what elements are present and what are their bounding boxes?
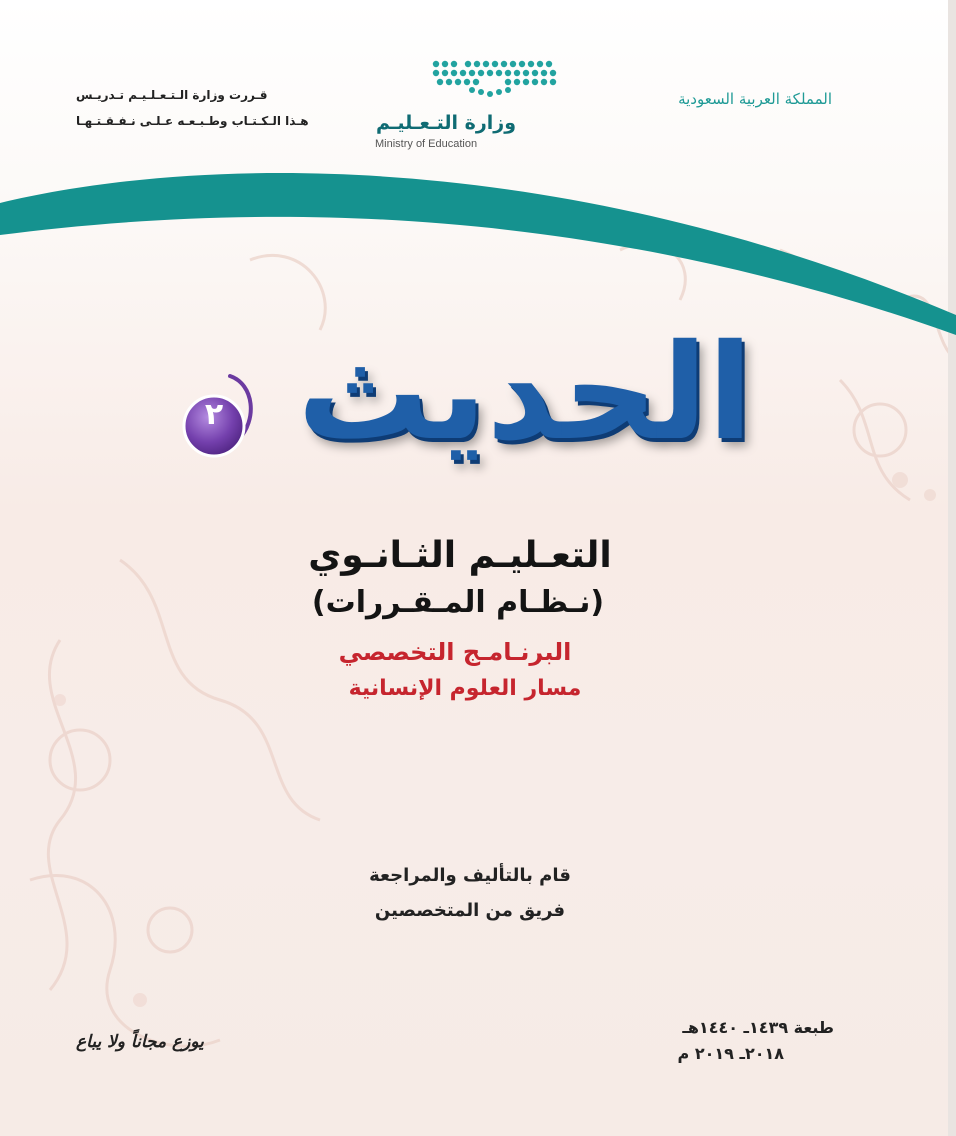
book-title: الحديث [297, 316, 753, 470]
course-system: (نـظـام المـقـررات) [311, 585, 605, 620]
edition-hijri: طبعة ١٤٣٩ـ ١٤٤٠هـ [682, 1018, 834, 1037]
ministry-name-english: Ministry of Education [375, 138, 478, 150]
track-name: مسار العلوم الإنسانية [348, 676, 582, 701]
volume-number: ٢ [204, 397, 224, 432]
decree-line-1: قـررت وزارة الـتـعـلـيـم تـدريـس [76, 88, 268, 102]
free-distribution-note: يوزع مجاناً ولا يباع [76, 1032, 204, 1052]
program-name: البرنـامـج التخصصي [338, 638, 572, 666]
decree-line-2: هـذا الـكـتـاب وطـبـعـه عـلـى نـفـقـتـهـا [76, 114, 309, 128]
credits-team: فريق من المتخصصين [374, 900, 566, 921]
ministry-name-arabic: وزارة التـعـليـم [376, 112, 517, 134]
kingdom-name: المملكة العربية السعودية [678, 90, 832, 108]
credits-authoring: قام بالتأليف والمراجعة [369, 865, 571, 886]
education-stage: التعـليـم الثـانـوي [308, 535, 612, 576]
edition-gregorian: ٢٠١٨ـ ٢٠١٩ م [677, 1044, 784, 1063]
